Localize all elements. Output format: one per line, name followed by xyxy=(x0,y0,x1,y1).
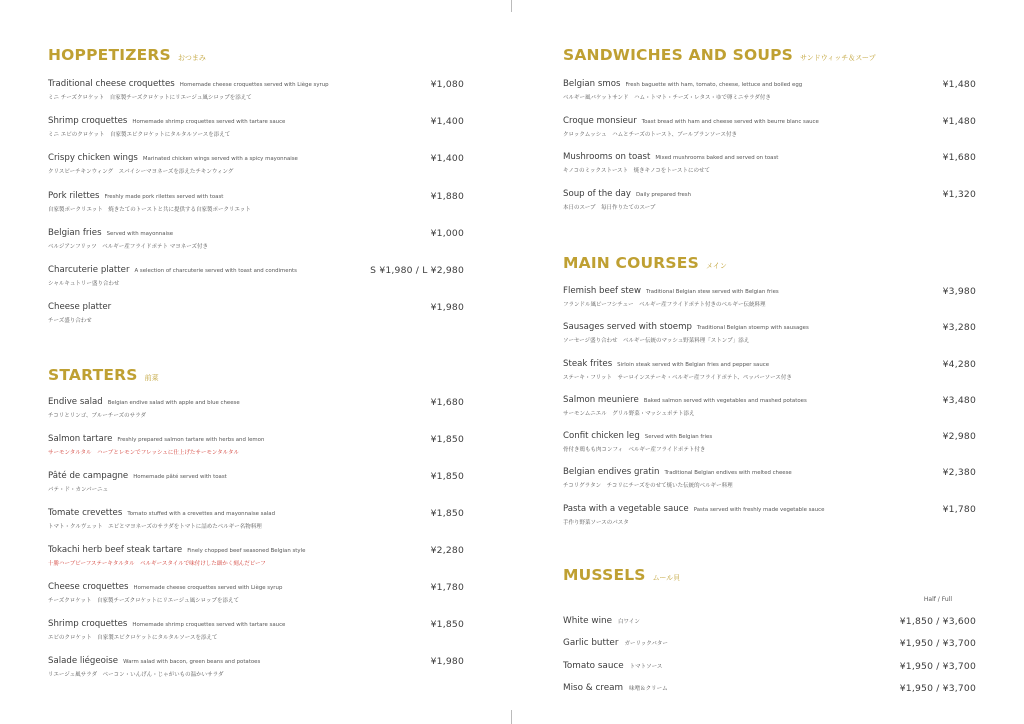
item-jp: チコリとリンゴ、ブルーチーズのサラダ xyxy=(48,413,147,419)
item-price: ¥1,480 xyxy=(942,79,976,90)
item-jp: トマトソース xyxy=(629,663,663,670)
section-title-jp: メイン xyxy=(705,262,727,270)
item-name: Salade liégeoise xyxy=(48,656,119,666)
item-jp: シャルキュトリー盛り合わせ xyxy=(48,280,120,287)
section-header xyxy=(563,46,976,66)
item-name: Confit chicken leg xyxy=(563,431,640,442)
menu-item xyxy=(48,302,464,339)
item-description: Baked salmon served with vegetables and mashed potatoes xyxy=(643,397,807,404)
item-description: Traditional Belgian stew served with Belgian fries xyxy=(645,289,779,295)
menu-item xyxy=(48,471,464,508)
item-jp: ベルジアンフリッツ ベルギー産フライドポテト マヨネーズ付き xyxy=(48,243,209,250)
item-jp: サーモンタルタル ハーブとレモンでフレッシュに仕上げたサーモンタルタル xyxy=(48,450,239,456)
section-header xyxy=(48,366,464,386)
item-description: Mixed mushrooms baked and served on toast xyxy=(655,155,779,162)
mussels-item xyxy=(563,616,976,638)
item-name: Endive salad xyxy=(48,397,103,407)
item-price: ¥1,780 xyxy=(430,582,464,593)
menu-item xyxy=(563,359,976,395)
item-description: Warm salad with bacon, green beans and potatoes xyxy=(123,659,261,665)
item-jp: ベルギー風バケットサンド ハム・トマト・チーズ・レタス・ゆで卵ミニサラダ付き xyxy=(563,95,771,101)
item-name: Mushrooms on toast xyxy=(563,152,651,163)
mussels-item xyxy=(563,638,976,660)
item-price: ¥1,400 xyxy=(430,116,464,128)
item-name: Tomato sauce xyxy=(563,660,624,671)
item-price: ¥3,480 xyxy=(942,394,976,406)
item-description: Freshly prepared salmon tartare with herbs and lemon xyxy=(117,437,265,443)
item-price: ¥1,980 xyxy=(430,302,464,314)
mussels-item xyxy=(563,661,976,683)
item-price: ¥1,680 xyxy=(942,152,976,164)
item-price: ¥1,320 xyxy=(942,189,976,201)
item-description: Tomato stuffed with a crevettes and mayonnaise salad xyxy=(127,511,275,517)
menu-item xyxy=(563,79,976,116)
item-price: ¥1,950 / ¥3,700 xyxy=(899,660,976,672)
menu-item xyxy=(563,189,976,226)
item-price: ¥1,000 xyxy=(430,227,464,239)
item-jp: フランドル風ビーフシチュー ベルギー産フライドポテト付きのベルギー伝統料理 xyxy=(563,302,766,308)
main-courses-section xyxy=(563,254,976,540)
item-jp: エビのクロケット 自家製エビクロケットにタルタルソースを添えて xyxy=(48,635,218,641)
item-name: Croque monsieur xyxy=(563,115,637,126)
menu-item xyxy=(563,322,976,358)
item-name: Pork rilettes xyxy=(48,190,100,201)
item-name: Cheese croquettes xyxy=(48,582,129,592)
menu-item xyxy=(48,228,464,265)
menu-item xyxy=(48,265,464,302)
item-price: ¥1,850 / ¥3,600 xyxy=(899,616,976,627)
item-jp: ソーセージ盛り合わせ ベルギー伝統のマッシュ野菜料理「ストンプ」添え xyxy=(563,338,750,345)
hoppetizers-section xyxy=(48,46,464,339)
menu-list xyxy=(563,286,976,540)
menu-item xyxy=(563,286,976,322)
section-title: MUSSELS xyxy=(563,566,646,584)
item-price: ¥1,850 xyxy=(430,434,464,445)
item-price: ¥1,850 xyxy=(430,471,464,482)
sandwiches-section xyxy=(563,46,976,226)
item-name: Salmon tartare xyxy=(48,434,113,444)
page-fold-top xyxy=(511,0,512,12)
item-jp: チーズクロケット 自家製チーズクロケットにリエージュ風シロップを添えて xyxy=(48,598,239,604)
item-price: ¥2,280 xyxy=(430,545,464,556)
item-description: Traditional Belgian stoemp with sausages xyxy=(696,325,809,332)
menu-item xyxy=(48,545,464,582)
menu-item xyxy=(48,116,464,153)
item-price: ¥1,880 xyxy=(430,190,464,202)
item-name: Flemish beef stew xyxy=(563,286,641,296)
item-description: Fresh baguette with ham, tomato, cheese, lettuce and boiled egg xyxy=(625,82,803,88)
item-description: Homemade cheese croquettes served with Liège syrup xyxy=(133,585,283,591)
item-name: Tomate crevettes xyxy=(48,508,123,518)
menu-item xyxy=(563,467,976,503)
menu-item xyxy=(48,582,464,619)
item-name: Belgian smos xyxy=(563,79,621,89)
item-price: ¥1,980 xyxy=(430,656,464,667)
menu-item xyxy=(48,191,464,228)
section-title-jp: サンドウィッチ＆スープ xyxy=(800,54,876,62)
item-price: ¥1,080 xyxy=(430,79,464,90)
item-name: Cheese platter xyxy=(48,302,112,313)
item-jp: ガーリックバター xyxy=(624,641,668,648)
item-name: Sausages served with stoemp xyxy=(563,322,692,333)
section-title: STARTERS xyxy=(48,366,138,384)
menu-list xyxy=(48,397,464,693)
item-description: Freshly made pork rilettes served with toast xyxy=(104,193,224,200)
item-jp: パテ・ド・カンパーニュ xyxy=(48,487,109,493)
item-name: Belgian fries xyxy=(48,227,102,238)
section-header xyxy=(563,566,976,586)
item-price: ¥1,680 xyxy=(430,397,464,408)
section-title: MAIN COURSES xyxy=(563,254,699,272)
item-description: Sirloin steak served with Belgian fries and pepper sauce xyxy=(617,361,770,368)
item-description: Traditional Belgian endives with melted cheese xyxy=(664,470,792,477)
item-description: Served with mayonnaise xyxy=(106,230,174,237)
item-description: Homemade pâté served with toast xyxy=(133,474,227,480)
item-jp: 手作り野菜ソースのパスタ xyxy=(563,519,629,526)
item-price: ¥2,380 xyxy=(942,467,976,479)
menu-item xyxy=(563,152,976,189)
item-name: Pâté de campagne xyxy=(48,471,129,481)
mussels-section xyxy=(563,566,976,705)
half-full-label: Half / Full xyxy=(923,596,952,603)
item-jp: 自家製ポークリエット 焼きたてのトーストと共に提供する自家製ポークリエット xyxy=(48,206,251,213)
menu-item xyxy=(48,397,464,434)
item-jp: 十勝ハーブビーフステーキタルタル ベルギースタイルで味付けした細かく刻んだビーフ xyxy=(48,561,266,567)
item-name: Soup of the day xyxy=(563,189,632,200)
half-full-row xyxy=(563,586,976,616)
item-price: ¥1,400 xyxy=(430,153,464,165)
menu-item xyxy=(563,395,976,431)
item-price: ¥4,280 xyxy=(942,358,976,370)
item-description: Toast bread with ham and cheese served with beurre blanc sauce xyxy=(641,118,819,125)
item-name: Belgian endives gratin xyxy=(563,467,660,478)
item-jp: 骨付き鶏もも肉コンフィ ベルギー産フライドポテト付き xyxy=(563,447,706,454)
item-description: A selection of charcuterie served with toast and condiments xyxy=(134,267,297,274)
item-price: S ¥1,980 / L ¥2,980 xyxy=(370,264,464,276)
item-jp: トマト・クルヴェット エビとマヨネーズのサラダをトマトに詰めたベルギー名物料理 xyxy=(48,524,262,530)
item-jp: ミニ エビのクロケット 自家製エビクロケットにタルタルソースを添えて xyxy=(48,132,231,139)
section-title-jp: ムール貝 xyxy=(652,574,681,582)
item-name: Miso & cream xyxy=(563,682,624,693)
item-name: Steak frites xyxy=(563,358,613,369)
mussels-item xyxy=(563,683,976,705)
starters-section xyxy=(48,366,464,693)
menu-list xyxy=(48,79,464,339)
item-description: Served with Belgian fries xyxy=(644,434,713,441)
menu-item xyxy=(48,153,464,190)
item-price: ¥1,850 xyxy=(430,508,464,519)
item-name: Charcuterie platter xyxy=(48,264,130,275)
item-name: Pasta with a vegetable sauce xyxy=(563,503,689,514)
item-jp: ミニ チーズクロケット 自家製チーズクロケットにリエージュ風シロップを添えて xyxy=(48,95,252,101)
item-jp: クロックムッシュ ハムとチーズのトースト、ブールブランソース付き xyxy=(563,131,738,138)
item-name: Shrimp croquettes xyxy=(48,619,128,629)
item-jp: サーモンムニエル グリル野菜・マッシュポテト添え xyxy=(563,410,695,417)
item-jp: 本日のスープ 毎日作りたてのスープ xyxy=(563,205,656,212)
item-name: Garlic butter xyxy=(563,638,619,649)
item-jp: ステーキ・フリット サーロインステーキ・ベルギー産フライドポテト、ペッパーソース付き xyxy=(563,374,792,381)
section-title: HOPPETIZERS xyxy=(48,46,171,64)
menu-item xyxy=(48,79,464,116)
menu-item xyxy=(48,508,464,545)
item-jp: リエージュ風サラダ ベーコン・いんげん・じゃがいもの温かいサラダ xyxy=(48,672,224,678)
section-header xyxy=(48,46,464,66)
item-name: Traditional cheese croquettes xyxy=(48,79,175,89)
menu-item xyxy=(563,431,976,467)
item-jp: チーズ盛り合わせ xyxy=(48,318,92,325)
item-name: Crispy chicken wings xyxy=(48,153,138,164)
item-jp: キノコのミックストースト 焼きキノコをトーストにのせて xyxy=(563,168,711,175)
item-jp: 白ワイン xyxy=(618,619,640,625)
item-description: Finely chopped beef seasoned Belgian style xyxy=(187,548,306,554)
mussels-list xyxy=(563,616,976,705)
item-description: Homemade cheese croquettes served with Liège syrup xyxy=(179,82,329,88)
menu-item xyxy=(563,504,976,540)
menu-item xyxy=(48,619,464,656)
item-name: Tokachi herb beef steak tartare xyxy=(48,545,183,555)
item-name: Salmon meuniere xyxy=(563,394,639,405)
item-description: Homemade shrimp croquettes served with tartare sauce xyxy=(132,622,286,628)
item-description: Marinated chicken wings served with a spicy mayonnaise xyxy=(142,156,298,163)
item-price: ¥3,980 xyxy=(942,286,976,297)
menu-item xyxy=(48,656,464,693)
item-name: White wine xyxy=(563,616,613,626)
section-header xyxy=(563,254,976,274)
item-price: ¥1,780 xyxy=(942,503,976,515)
item-jp: チコリグラタン チコリにチーズをのせて焼いた伝統的ベルギー料理 xyxy=(563,483,733,490)
item-price: ¥1,850 xyxy=(430,619,464,630)
page-fold-bottom xyxy=(511,710,512,724)
menu-item xyxy=(48,434,464,471)
section-title-jp: おつまみ xyxy=(177,54,206,62)
section-title: SANDWICHES AND SOUPS xyxy=(563,46,794,64)
item-price: ¥1,950 / ¥3,700 xyxy=(899,682,976,694)
item-description: Belgian endive salad with apple and blue cheese xyxy=(107,400,240,406)
item-jp: 味噌＆クリーム xyxy=(629,685,668,692)
menu-item xyxy=(563,116,976,153)
item-description: Homemade shrimp croquettes served with tartare sauce xyxy=(132,119,286,126)
item-jp: クリスピーチキンウィング スパイシーマヨネーズを添えたチキンウィング xyxy=(48,169,234,176)
item-price: ¥1,950 / ¥3,700 xyxy=(899,638,976,650)
item-price: ¥1,480 xyxy=(942,115,976,127)
item-description: Pasta served with freshly made vegetable sauce xyxy=(693,506,825,513)
item-description: Daily prepared fresh xyxy=(636,192,692,199)
section-title-jp: 前菜 xyxy=(144,374,159,382)
menu-list xyxy=(563,79,976,226)
item-name: Shrimp croquettes xyxy=(48,116,128,127)
item-price: ¥2,980 xyxy=(942,431,976,443)
item-price: ¥3,280 xyxy=(942,322,976,334)
